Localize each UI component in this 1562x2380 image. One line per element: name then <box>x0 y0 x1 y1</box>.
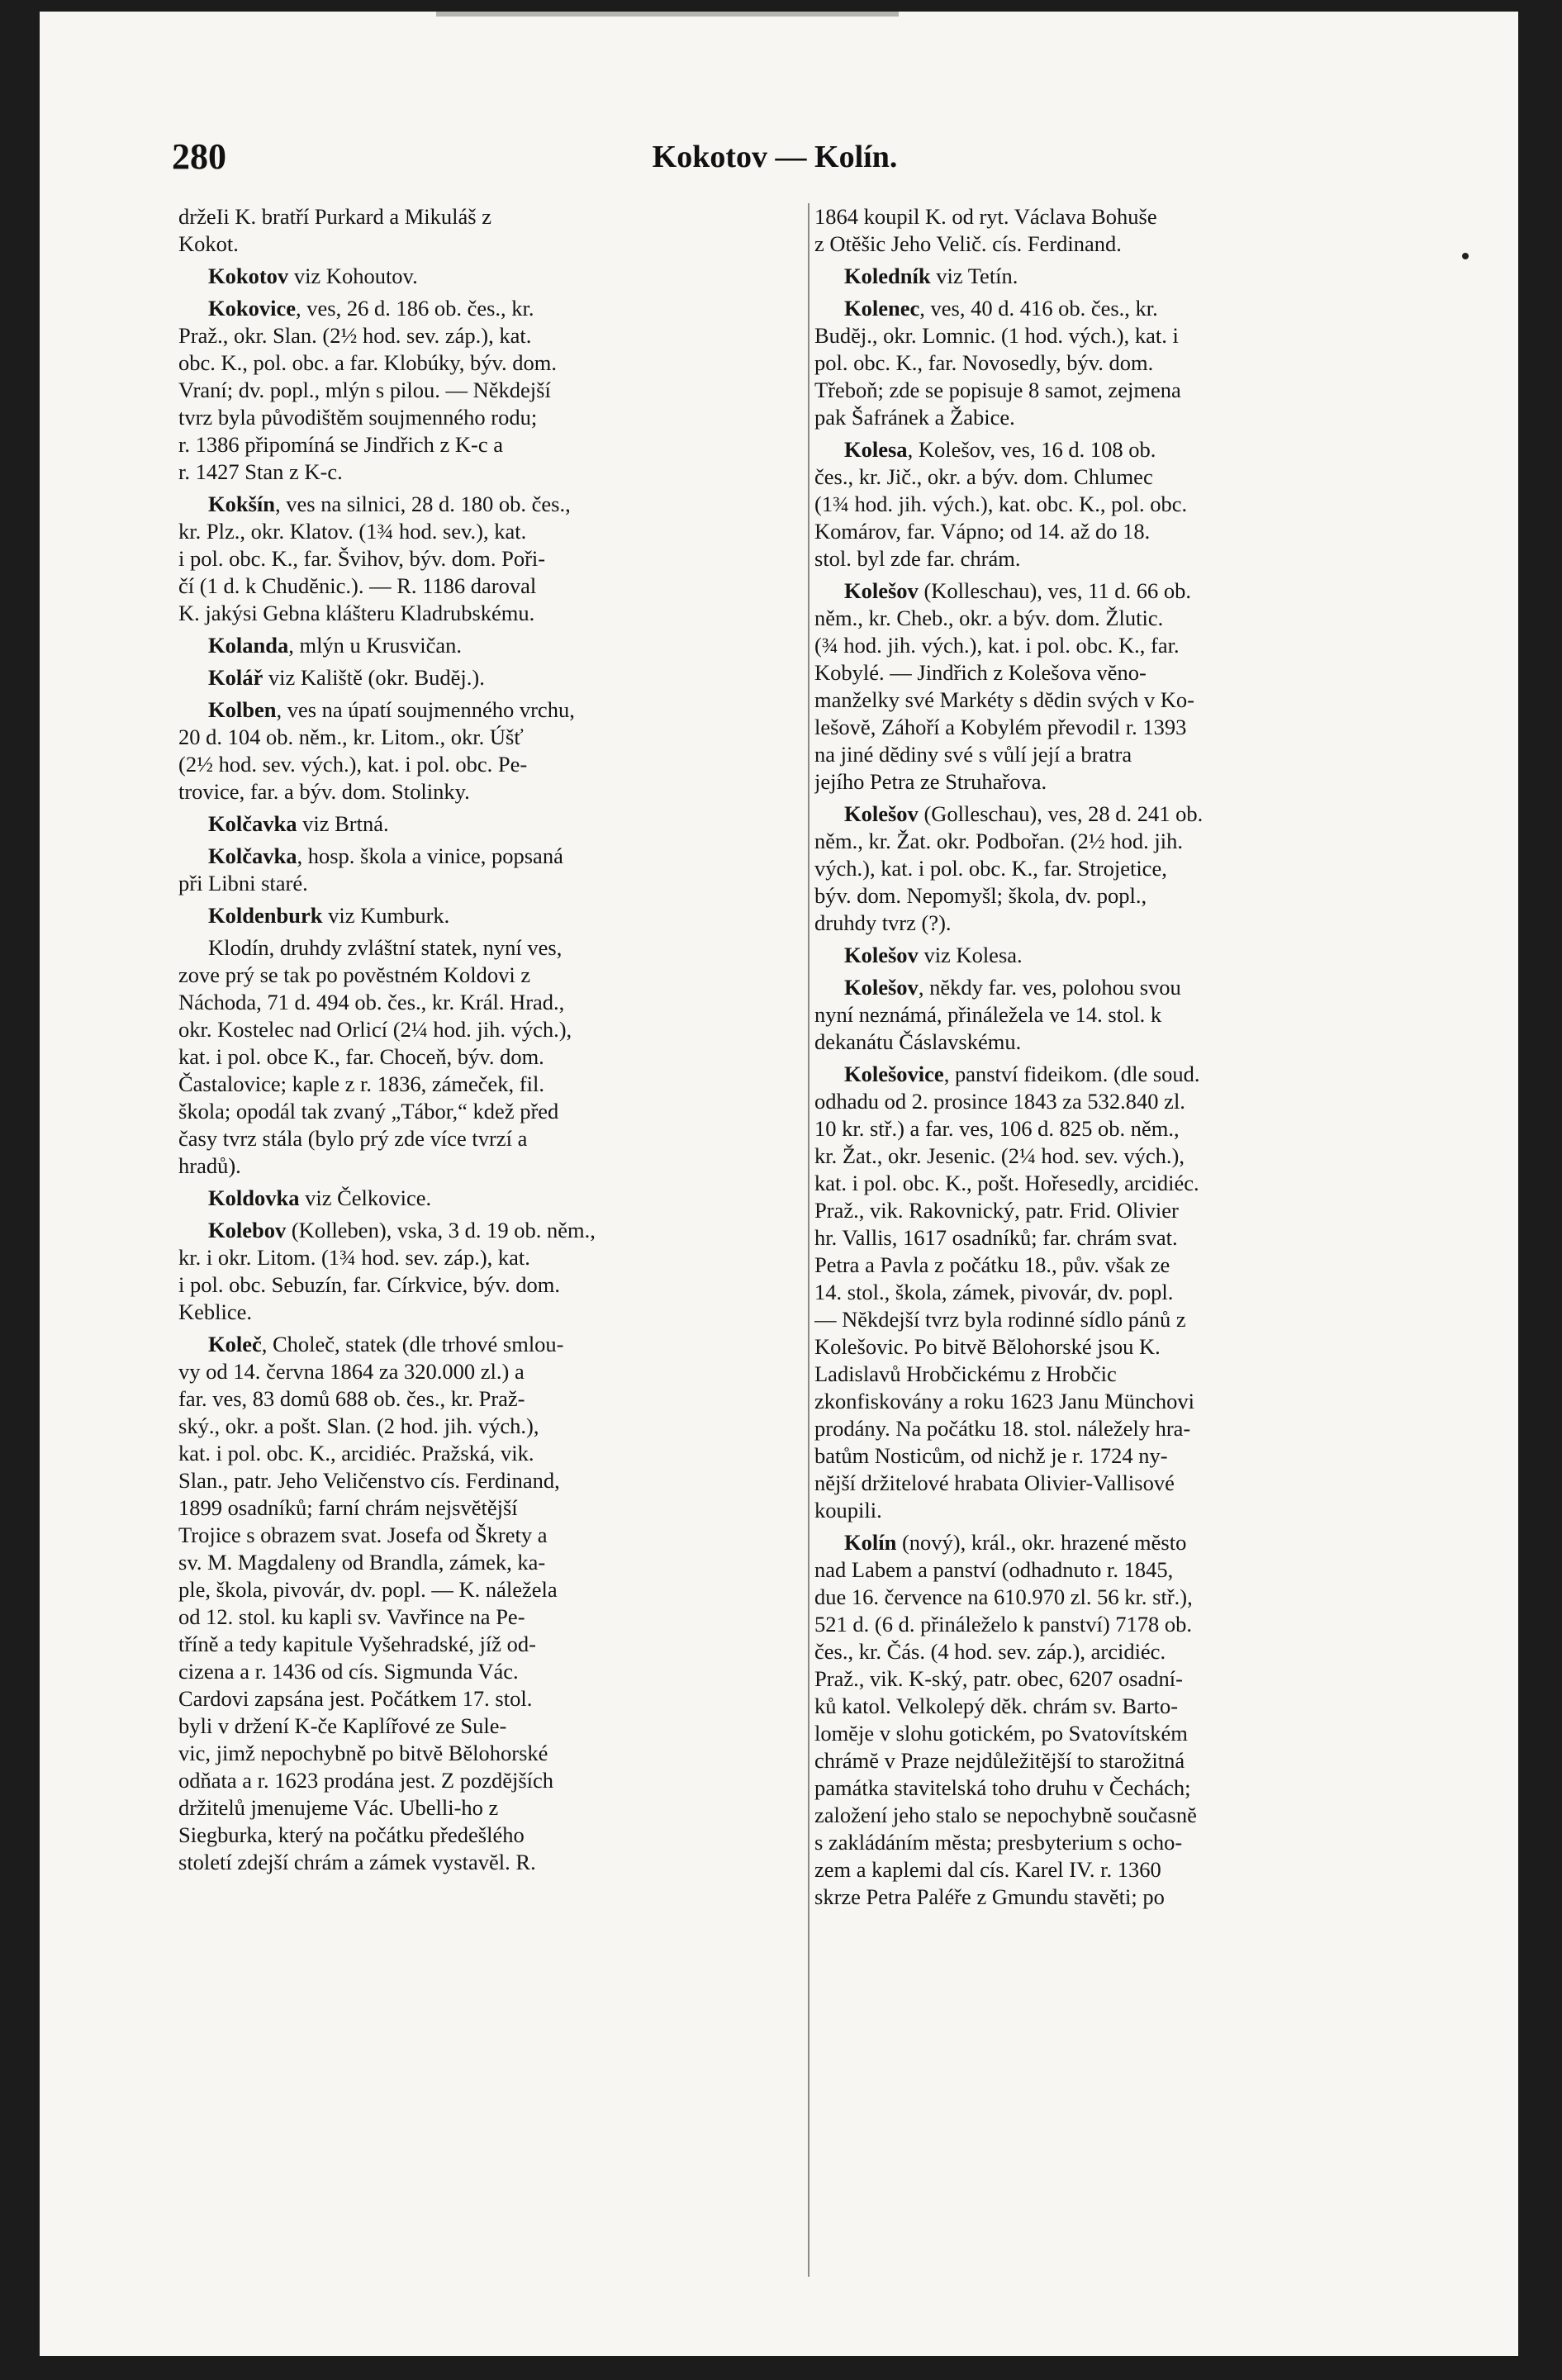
headword: Kolenec <box>844 296 920 321</box>
dictionary-entry <box>178 810 806 838</box>
entry-line: na jiné dĕdiny své s vůlí její a bratra <box>814 742 1132 767</box>
entry-line: prodány. Na počátku 18. stol. náležely hra- <box>814 1416 1191 1441</box>
dictionary-entry <box>178 632 806 659</box>
entry-line: dekanátu Čáslavskému. <box>814 1029 1022 1054</box>
dictionary-entry <box>814 800 1442 937</box>
entry-line: obc. K., pol. obc. a far. Klobúky, býv. dom. <box>178 350 558 375</box>
dictionary-entry <box>814 974 1442 1056</box>
entry-line: lešovĕ, Záhoří a Kobylém převodil r. 1393 <box>814 715 1187 739</box>
entry-line: Kokot. <box>178 231 239 256</box>
column-divider <box>808 203 809 2277</box>
entry-line: býv. dom. Nepomyšl; škola, dv. popl., <box>814 883 1147 908</box>
entry-line: cizena a r. 1436 od cís. Sigmunda Vác. <box>178 1659 519 1684</box>
dictionary-entry <box>178 263 806 290</box>
entry-line: hr. Vallis, 1617 osadníků; far. chrám svat. <box>814 1225 1178 1250</box>
headword: Kolešov <box>844 975 919 1000</box>
entry-line: okr. Kostelec nad Orlicí (2¼ hod. jih. vých.), <box>178 1017 572 1042</box>
entry-line: Kolín (nový), král., okr. hrazené mĕsto <box>844 1530 1187 1555</box>
entry-line: — Nĕkdejší tvrz byla rodinné sídlo pánů z <box>814 1307 1186 1332</box>
entry-line: Kolešovic. Po bitvĕ Bĕlohorské jsou K. <box>814 1334 1161 1359</box>
entry-line: Kolčavka viz Brtná. <box>208 811 389 836</box>
page-number: 280 <box>172 136 226 177</box>
dictionary-entry <box>814 436 1442 572</box>
entry-line: Praž., vik. Rakovnický, patr. Frid. Olivier <box>814 1198 1179 1223</box>
entry-line: Koledník viz Tetín. <box>844 264 1018 288</box>
entry-line: Budĕj., okr. Lomnic. (1 hod. vých.), kat. i <box>814 323 1179 348</box>
headword: Kolešov <box>844 801 919 826</box>
entry-line: vy od 14. června 1864 za 320.000 zl.) a <box>178 1359 525 1384</box>
dictionary-entry <box>814 263 1442 290</box>
entry-line: nyní neznámá, přináležela ve 14. stol. k <box>814 1002 1162 1027</box>
dictionary-entry <box>178 1331 806 1876</box>
headword: Kokšín <box>208 492 276 516</box>
entry-line: Kolešov viz Kolesa. <box>844 943 1023 967</box>
entry-line: ple, škola, pivovár, dv. popl. — K. náležela <box>178 1577 558 1602</box>
entry-line: koupili. <box>814 1498 882 1523</box>
dictionary-entry <box>178 295 806 486</box>
entry-line: druhdy tvrz (?). <box>814 910 952 935</box>
entry-line: Kolesa, Kolešov, ves, 16 d. 108 ob. <box>844 437 1156 462</box>
page-header <box>172 135 1378 185</box>
entry-line: chrámĕ v Praze nejdůležitĕjší to starožitná <box>814 1748 1185 1773</box>
entry-line: Koleč, Choleč, statek (dle trhové smlou- <box>208 1332 564 1356</box>
entry-line: due 16. července na 610.970 zl. 56 kr. stř.), <box>814 1584 1193 1609</box>
entry-line: K. jakýsi Gebna klášteru Kladrubskému. <box>178 601 535 625</box>
right-column <box>814 203 1442 1916</box>
headword: Kolben <box>208 697 277 722</box>
entry-line: i pol. obc. K., far. Švihov, býv. dom. Poři- <box>178 546 546 571</box>
headword: Koleč <box>208 1332 262 1356</box>
dictionary-entry <box>178 1217 806 1326</box>
entry-line: lomĕje v slohu gotickém, po Svatovítském <box>814 1721 1188 1746</box>
entry-line: kat. i pol. obc. K., pošt. Hořesedly, arcidiéc. <box>814 1171 1199 1195</box>
entry-line: Kolešov, nĕkdy far. ves, polohou svou <box>844 975 1181 1000</box>
entry-line: Siegburka, který na počátku předešlého <box>178 1822 525 1847</box>
entry-line: kr. i okr. Litom. (1¾ hod. sev. záp.), kat. <box>178 1245 530 1270</box>
headword: Kolanda <box>208 633 289 658</box>
entry-line: sv. M. Magdaleny od Brandla, zámek, ka- <box>178 1550 546 1575</box>
entry-line: stol. byl zde far. chrám. <box>814 546 1021 571</box>
entry-line: století zdejší chrám a zámek vystavĕl. R. <box>178 1850 536 1874</box>
entry-line: nĕjší držitelové hrabata Olivier-Vallisové <box>814 1470 1175 1495</box>
dictionary-entry <box>178 664 806 691</box>
entry-line: hradů). <box>178 1153 241 1178</box>
entry-line: Kolanda, mlýn u Krusvičan. <box>208 633 462 658</box>
entry-line: Kolebov (Kolleben), vska, 3 d. 19 ob. něm., <box>208 1218 596 1242</box>
entry-line: kr. Žat., okr. Jesenic. (2¼ hod. sev. vých.), <box>814 1143 1185 1168</box>
entry-line: r. 1386 připomíná se Jindřich z K-c a <box>178 432 503 457</box>
headword: Kolín <box>844 1530 897 1555</box>
entry-line: Petra a Pavla z počátku 18., pův. však ze <box>814 1252 1170 1277</box>
entry-line: (2½ hod. sev. vých.), kat. i pol. obc. Pe- <box>178 752 528 777</box>
entry-line: Klodín, druhdy zvláštní statek, nyní ves, <box>208 935 563 960</box>
entry-line: odhadu od 2. prosince 1843 za 532.840 zl. <box>814 1089 1185 1114</box>
headword: Koldovka <box>208 1185 300 1210</box>
entry-line: r. 1427 Stan z K-c. <box>178 459 343 484</box>
entry-line: kr. Plz., okr. Klatov. (1¾ hod. sev.), kat. <box>178 519 527 544</box>
entry-line: Třeboň; zde se popisuje 8 samot, zejmena <box>814 378 1181 402</box>
headword: Koledník <box>844 264 931 288</box>
entry-line: památka stavitelská toho druhu v Čechách; <box>814 1775 1191 1800</box>
entry-line: zem a kaplemi dal cís. Karel IV. r. 1360 <box>814 1857 1161 1882</box>
scan-edge-mark <box>436 12 899 17</box>
entry-line: zove prý se tak po povĕstném Koldovi z <box>178 962 531 987</box>
entry-line: 1899 osadníků; farní chrám nejsvĕtější <box>178 1495 518 1520</box>
entry-line: Praž., vik. K-ský, patr. obec, 6207 osadní- <box>814 1666 1183 1691</box>
entry-line: Kokotov viz Kohoutov. <box>208 264 418 288</box>
entry-line: škola; opodál tak zvaný „Tábor,“ kdež před <box>178 1099 559 1123</box>
entry-line: čes., kr. Jič., okr. a býv. dom. Chlumec <box>814 464 1153 489</box>
entry-line: Trojice s obrazem svat. Josefa od Škrety a <box>178 1523 548 1547</box>
entry-line: Kokšín, ves na silnici, 28 d. 180 ob. čes., <box>208 492 571 516</box>
dictionary-entry <box>178 491 806 627</box>
running-title: Kokotov — Kolín. <box>652 140 898 174</box>
entry-line: nad Labem a panství (odhadnuto r. 1845, <box>814 1557 1174 1582</box>
headword: Kolešov <box>844 943 919 967</box>
entry-line: držitelů jmenujeme Vác. Ubelli-ho z <box>178 1795 499 1820</box>
entry-line: i pol. obc. Sebuzín, far. Církvice, býv. dom. <box>178 1272 560 1297</box>
entry-line: pol. obc. K., far. Novosedly, býv. dom. <box>814 350 1154 375</box>
entry-line: založení jeho stalo se nepochybnĕ současnĕ <box>814 1803 1197 1827</box>
headword: Kokovice <box>208 296 296 321</box>
entry-line: Kolben, ves na úpatí soujmenného vrchu, <box>208 697 575 722</box>
entry-line: Vraní; dv. popl., mlýn s pilou. — Někdejší <box>178 378 551 402</box>
entry-line: ků katol. Velkolepý dĕk. chrám sv. Barto- <box>814 1694 1179 1718</box>
entry-line: Kolešov (Golleschau), ves, 28 d. 241 ob. <box>844 801 1204 826</box>
entry-line: 521 d. (6 d. přináleželo k panství) 7178 ob. <box>814 1612 1193 1637</box>
entry-line: čí (1 d. k Chudĕnic.). — R. 1186 daroval <box>178 573 537 598</box>
entry-line: trovice, far. a býv. dom. Stolinky. <box>178 779 470 804</box>
entry-line: 1864 koupil K. od ryt. Václava Bohuše <box>814 204 1157 229</box>
dictionary-entry <box>814 942 1442 969</box>
entry-line: tříně a tedy kapitule Vyšehradské, jíž od- <box>178 1632 536 1656</box>
entry-line: Kolčavka, hosp. škola a vinice, popsaná <box>208 843 563 868</box>
entry-line: 20 d. 104 ob. něm., kr. Litom., okr. Úšť <box>178 724 524 749</box>
headword: Kolesa <box>844 437 908 462</box>
entry-line: zkonfiskovány a roku 1623 Janu Münchovi <box>814 1389 1194 1413</box>
entry-line: 14. stol., škola, zámek, pivovár, dv. popl. <box>814 1280 1174 1304</box>
entry-line: Náchoda, 71 d. 494 ob. čes., kr. Král. Hrad., <box>178 990 565 1014</box>
dictionary-entry <box>178 1185 806 1212</box>
entry-line: pak Šafránek a Žabice. <box>814 405 1015 430</box>
entry-line: Kokovice, ves, 26 d. 186 ob. čes., kr. <box>208 296 534 321</box>
entry-line: byli v držení K-če Kaplířové ze Sule- <box>178 1713 507 1738</box>
entry-line: vic, jimž nepochybně po bitvĕ Bĕlohorské <box>178 1741 548 1765</box>
continued-entry <box>814 203 1442 258</box>
dictionary-entry <box>178 843 806 897</box>
dictionary-entry <box>814 577 1442 796</box>
entry-line: při Libni staré. <box>178 871 308 895</box>
entry-line: Komárov, far. Vápno; od 14. až do 18. <box>814 519 1151 544</box>
entry-line: batům Nosticům, od nichž je r. 1724 ny- <box>814 1443 1168 1468</box>
entry-line: Keblice. <box>178 1299 253 1324</box>
entry-line: časy tvrz stála (bylo prý zde více tvrzí a <box>178 1126 528 1151</box>
entry-line: čes., kr. Čás. (4 hod. sev. záp.), arcidiéc. <box>814 1639 1166 1664</box>
left-column <box>178 203 806 1881</box>
dictionary-entry <box>814 295 1442 431</box>
headword: Kolešov <box>844 578 919 603</box>
entry-line: Kolář viz Kaliště (okr. Budĕj.). <box>208 665 485 690</box>
entry-line: něm., kr. Cheb., okr. a býv. dom. Žlutic. <box>814 606 1164 630</box>
entry-line: Koldovka viz Čelkovice. <box>208 1185 432 1210</box>
scanned-page <box>40 12 1518 2356</box>
continued-entry <box>178 203 806 258</box>
entry-line: držeIi K. bratří Purkard a Mikuláš z <box>178 204 491 229</box>
entry-line: kat. i pol. obc. K., arcidiéc. Pražská, vik. <box>178 1441 534 1466</box>
entry-line: Koldenburk viz Kumburk. <box>208 903 450 928</box>
entry-line: tvrz byla původištěm soujmenného rodu; <box>178 405 538 430</box>
headword: Kolešovice <box>844 1062 944 1086</box>
ink-speck <box>1462 253 1469 259</box>
entry-line: Kobylé. — Jindřich z Kolešova vĕno- <box>814 660 1147 685</box>
dictionary-entry <box>814 1061 1442 1524</box>
entry-line: jejího Petra ze Struhařova. <box>814 769 1047 794</box>
headword: Kolář <box>208 665 263 690</box>
entry-line: kat. i pol. obce K., far. Choceň, býv. dom. <box>178 1044 544 1069</box>
dictionary-entry <box>814 1529 1442 1911</box>
entry-line: ský., okr. a pošt. Slan. (2 hod. jih. vých.), <box>178 1413 539 1438</box>
headword: Kolebov <box>208 1218 287 1242</box>
entry-line: (1¾ hod. jih. vých.), kat. obc. K., pol. obc. <box>814 492 1188 516</box>
entry-line: Slan., patr. Jeho Veličenstvo cís. Ferdinand, <box>178 1468 560 1493</box>
entry-line: far. ves, 83 domů 688 ob. čes., kr. Praž- <box>178 1386 525 1411</box>
entry-line: manželky své Markéty s dĕdin svých v Ko- <box>814 687 1194 712</box>
headword: Koldenburk <box>208 903 323 928</box>
dictionary-entry <box>178 934 806 1180</box>
entry-line: odňata a r. 1623 prodána jest. Z pozdĕjších <box>178 1768 554 1793</box>
headword: Kolčavka <box>208 811 297 836</box>
entry-line: z Otĕšic Jeho Velič. cís. Ferdinand. <box>814 231 1122 256</box>
headword: Kokotov <box>208 264 289 288</box>
entry-line: Kolešovice, panství fideikom. (dle soud. <box>844 1062 1200 1086</box>
entry-line: vých.), kat. i pol. obc. K., far. Strojetice, <box>814 856 1167 881</box>
entry-line: (¾ hod. jih. vých.), kat. i pol. obc. K., far. <box>814 633 1180 658</box>
entry-line: Praž., okr. Slan. (2½ hod. sev. záp.), kat. <box>178 323 532 348</box>
headword: Kolčavka <box>208 843 297 868</box>
entry-line: od 12. stol. ku kapli sv. Vavřince na Pe- <box>178 1604 525 1629</box>
entry-line: Kolenec, ves, 40 d. 416 ob. čes., kr. <box>844 296 1158 321</box>
dictionary-entry <box>178 696 806 805</box>
entry-line: Cardovi zapsána jest. Počátkem 17. stol. <box>178 1686 533 1711</box>
entry-line: něm., kr. Žat. okr. Podbořan. (2½ hod. jih. <box>814 829 1184 853</box>
entry-line: Kolešov (Kolleschau), ves, 11 d. 66 ob. <box>844 578 1192 603</box>
entry-line: Ladislavů Hrobčickému z Hrobčic <box>814 1361 1117 1386</box>
entry-line: s zakládáním mĕsta; presbyterium s ocho- <box>814 1830 1183 1855</box>
entry-line: 10 kr. stř.) a far. ves, 106 d. 825 ob. něm., <box>814 1116 1180 1141</box>
entry-line: Častalovice; kaple z r. 1836, zámeček, fil. <box>178 1071 544 1096</box>
dictionary-entry <box>178 902 806 929</box>
entry-line: skrze Petra Paléře z Gmundu stavĕti; po <box>814 1884 1165 1909</box>
